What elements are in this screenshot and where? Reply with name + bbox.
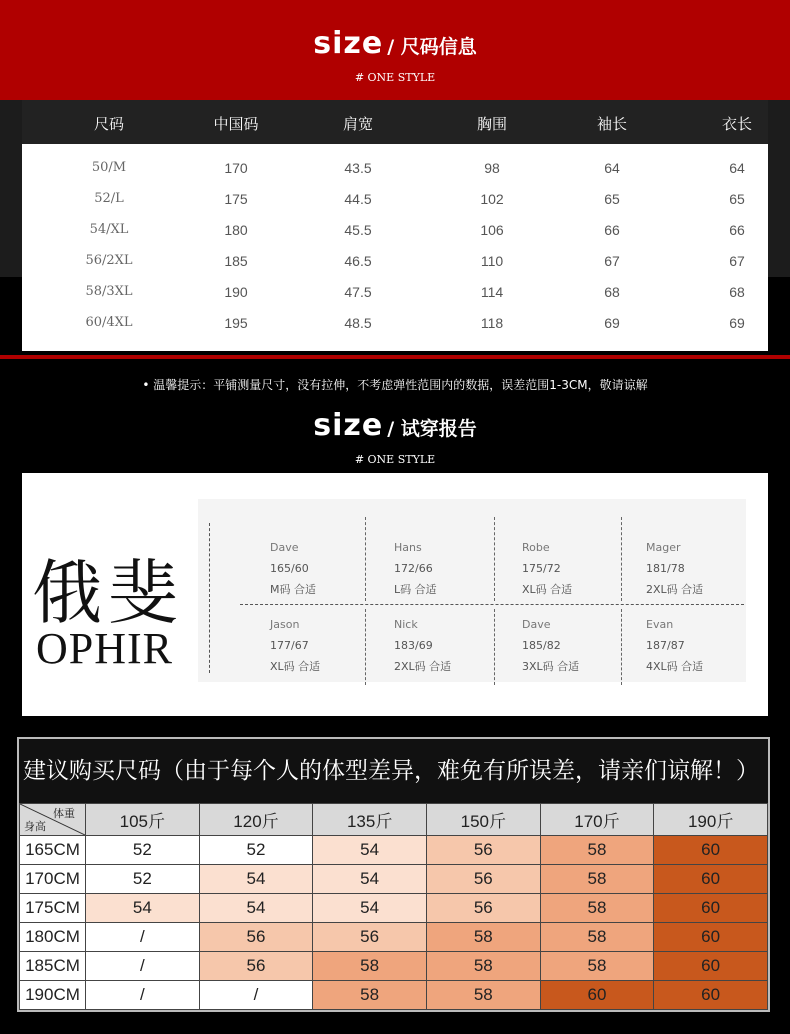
- weight-header: 135斤: [313, 804, 427, 836]
- size-recommendation-cell: 56: [199, 952, 313, 981]
- size-recommendation-cell: /: [86, 952, 200, 981]
- person-fit: L码 合适: [394, 583, 437, 596]
- person-fit: 3XL码 合适: [522, 660, 580, 673]
- fit-person-card: [394, 537, 437, 600]
- size-value: 110: [480, 253, 504, 269]
- size-recommendation-cell: 58: [426, 952, 540, 981]
- size-header-cell: 肩宽: [342, 115, 373, 133]
- size-value: 114: [480, 284, 504, 300]
- brand-logo-chinese: 俄斐: [32, 552, 184, 634]
- corner-weight-label: 体重: [53, 808, 75, 820]
- recommendation-grid: [19, 803, 768, 1010]
- size-value: 65: [729, 191, 745, 207]
- size-recommendation-cell: 54: [313, 836, 427, 865]
- column-divider: [365, 609, 366, 685]
- weight-header: 120斤: [199, 804, 313, 836]
- size-value: 185: [224, 253, 248, 269]
- size-label: 56/2XL: [85, 253, 133, 268]
- size-table: [22, 100, 768, 351]
- size-label: 50/M: [91, 160, 127, 175]
- column-divider: [621, 609, 622, 685]
- fit-person-card: [522, 614, 579, 677]
- size-value: 175: [224, 191, 248, 207]
- size-value: 68: [729, 284, 745, 300]
- size-label: 58/3XL: [85, 284, 133, 299]
- size-header-cell: 衣长: [721, 115, 752, 133]
- size-recommendation-cell: 60: [654, 952, 768, 981]
- size-recommendation-cell: 58: [313, 952, 427, 981]
- size-value: 64: [729, 160, 745, 176]
- title-sub-text: / 尺码信息: [387, 36, 477, 58]
- size-value: 118: [480, 315, 504, 331]
- weight-header: 190斤: [654, 804, 768, 836]
- size-recommendation-cell: 54: [86, 894, 200, 923]
- size-recommendation-cell: 56: [426, 865, 540, 894]
- row-divider: [240, 604, 744, 605]
- size-recommendation-cell: 54: [199, 865, 313, 894]
- height-label: 175CM: [20, 894, 86, 923]
- size-recommendation-cell: 54: [313, 865, 427, 894]
- size-recommendation-cell: 56: [426, 836, 540, 865]
- size-value: 67: [604, 253, 620, 269]
- brand-logo-english: OPHIR: [36, 624, 174, 673]
- size-value: 68: [604, 284, 620, 300]
- weight-header: 105斤: [86, 804, 200, 836]
- size-value: 195: [224, 315, 248, 331]
- size-recommendation-cell: 58: [540, 952, 654, 981]
- height-label: 170CM: [20, 865, 86, 894]
- red-divider: [0, 355, 790, 359]
- size-recommendation-cell: 54: [199, 894, 313, 923]
- column-divider: [621, 517, 622, 601]
- size-recommendation-cell: /: [86, 981, 200, 1010]
- person-stats: 187/87: [646, 639, 685, 652]
- person-stats: 172/66: [394, 562, 433, 575]
- size-recommendation-cell: /: [86, 923, 200, 952]
- size-value: 190: [224, 284, 248, 300]
- size-value: 47.5: [344, 284, 372, 300]
- size-recommendation-cell: 52: [199, 836, 313, 865]
- person-name: Jason: [270, 618, 300, 631]
- size-info-title: [0, 26, 790, 61]
- person-fit: 4XL码 合适: [646, 660, 704, 673]
- size-value: 64: [604, 160, 620, 176]
- size-recommendation-cell: 60: [654, 836, 768, 865]
- size-header-cell: 中国码: [213, 115, 259, 133]
- size-header-cell: 尺码: [93, 115, 124, 133]
- logo-divider: [209, 523, 210, 673]
- one-style-subline: # ONE STYLE: [354, 453, 436, 466]
- person-fit: XL码 合适: [270, 660, 321, 673]
- person-stats: 175/72: [522, 562, 561, 575]
- column-divider: [365, 517, 366, 601]
- size-recommendation-cell: 52: [86, 865, 200, 894]
- person-fit: 2XL码 合适: [394, 660, 452, 673]
- size-value: 66: [604, 222, 620, 238]
- size-recommendation-cell: /: [199, 981, 313, 1010]
- person-fit: 2XL码 合适: [646, 583, 704, 596]
- person-stats: 185/82: [522, 639, 561, 652]
- size-value: 65: [604, 191, 620, 207]
- size-label: 54/XL: [89, 222, 129, 237]
- weight-header: 150斤: [426, 804, 540, 836]
- size-value: 46.5: [344, 253, 372, 269]
- size-recommendation-cell: 58: [540, 923, 654, 952]
- person-name: Evan: [646, 618, 674, 631]
- size-recommendation-cell: 56: [313, 923, 427, 952]
- size-value: 48.5: [344, 315, 372, 331]
- size-recommendation-cell: 52: [86, 836, 200, 865]
- size-value: 43.5: [344, 160, 372, 176]
- size-value: 69: [604, 315, 620, 331]
- title-size-word: size: [313, 26, 384, 61]
- height-label: 165CM: [20, 836, 86, 865]
- size-value: 69: [729, 315, 745, 331]
- size-value: 67: [729, 253, 745, 269]
- person-name: Dave: [522, 618, 551, 631]
- size-label: 52/L: [94, 191, 124, 206]
- person-name: Nick: [394, 618, 418, 631]
- size-recommendation-cell: 60: [654, 894, 768, 923]
- recommendation-title: 建议购买尺码（由于每个人的体型差异，难免有所误差，请亲们谅解！）: [19, 739, 768, 803]
- size-value: 45.5: [344, 222, 372, 238]
- size-recommendation-cell: 58: [426, 981, 540, 1010]
- size-value: 106: [480, 222, 504, 238]
- person-fit: XL码 合适: [522, 583, 573, 596]
- size-value: 98: [484, 160, 500, 176]
- size-value: 170: [224, 160, 248, 176]
- size-recommendation-cell: 60: [654, 923, 768, 952]
- size-recommendation-cell: 58: [540, 836, 654, 865]
- person-name: Hans: [394, 541, 422, 554]
- size-label: 60/4XL: [85, 315, 133, 330]
- person-fit: M码 合适: [270, 583, 316, 596]
- size-value: 66: [729, 222, 745, 238]
- fit-person-card: [270, 537, 316, 600]
- measurement-tip: • 温馨提示：平铺测量尺寸，没有拉伸，不考虑弹性范围内的数据，误差范围1-3CM，敬请谅解: [142, 378, 648, 392]
- person-name: Mager: [646, 541, 681, 554]
- column-divider: [494, 609, 495, 685]
- column-divider: [494, 517, 495, 601]
- size-recommendation-cell: 58: [540, 865, 654, 894]
- person-stats: 183/69: [394, 639, 433, 652]
- fit-person-card: [394, 614, 451, 677]
- fit-person-card: [270, 614, 320, 677]
- title-sub-text: / 试穿报告: [387, 418, 477, 440]
- size-recommendation-cell: 58: [540, 894, 654, 923]
- size-header-cell: 袖长: [596, 115, 627, 133]
- title-size-word: size: [313, 408, 384, 443]
- corner-height-label: 身高: [24, 821, 46, 833]
- height-label: 180CM: [20, 923, 86, 952]
- size-recommendation-cell: 54: [313, 894, 427, 923]
- person-stats: 165/60: [270, 562, 309, 575]
- size-recommendation-cell: 58: [313, 981, 427, 1010]
- size-value: 44.5: [344, 191, 372, 207]
- size-recommendation-cell: 60: [654, 981, 768, 1010]
- fit-report-title: [0, 408, 790, 443]
- size-value: 102: [480, 191, 504, 207]
- size-recommendation-cell: 56: [426, 894, 540, 923]
- weight-header: 170斤: [540, 804, 654, 836]
- person-stats: 177/67: [270, 639, 309, 652]
- fit-person-card: [646, 614, 703, 677]
- person-name: Dave: [270, 541, 299, 554]
- size-recommendation-cell: 60: [654, 865, 768, 894]
- corner-cell: [20, 804, 86, 836]
- size-header-cell: 胸围: [476, 115, 507, 133]
- height-label: 185CM: [20, 952, 86, 981]
- size-table-body: [22, 144, 768, 351]
- recommendation-table: [17, 737, 770, 1012]
- one-style-subline: # ONE STYLE: [354, 71, 436, 84]
- fit-person-card: [646, 537, 703, 600]
- person-name: Robe: [522, 541, 550, 554]
- size-recommendation-cell: 56: [199, 923, 313, 952]
- height-label: 190CM: [20, 981, 86, 1010]
- size-recommendation-cell: 58: [426, 923, 540, 952]
- fit-report-panel: [22, 473, 768, 716]
- size-table-header: [22, 100, 768, 144]
- size-value: 180: [224, 222, 248, 238]
- size-recommendation-cell: 60: [540, 981, 654, 1010]
- person-stats: 181/78: [646, 562, 685, 575]
- fit-person-card: [522, 537, 572, 600]
